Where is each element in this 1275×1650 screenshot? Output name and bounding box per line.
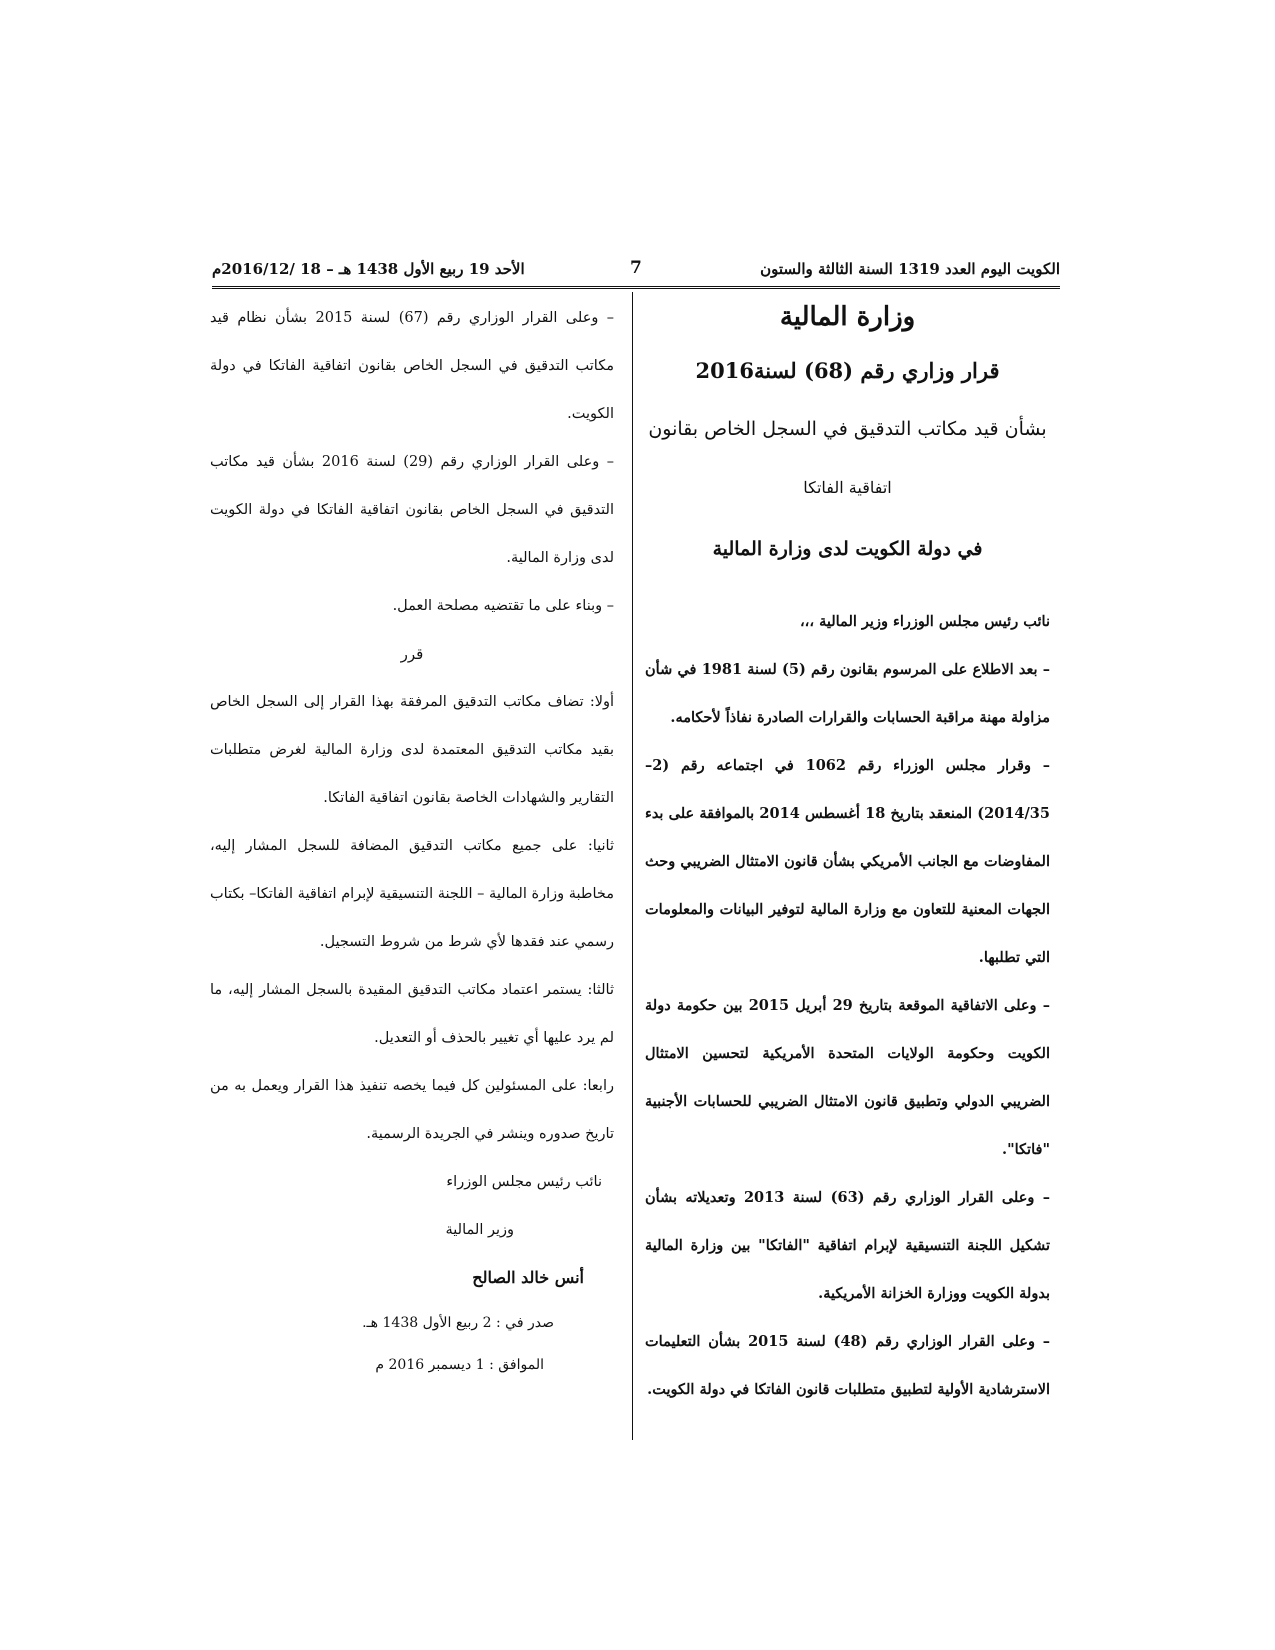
page-header: [212, 252, 1060, 286]
header-date: الأحد 19 ربيع الأول 1438 هـ – 18 /2016/12م: [212, 260, 525, 278]
addressee: نائب رئيس مجلس الوزراء وزير المالية ،،،: [799, 613, 1050, 630]
signatory-title: نائب رئيس مجلس الوزراء: [446, 1174, 602, 1190]
right-column: [645, 294, 1050, 1414]
article-paragraph: أولا: تضاف مكاتب التدقيق المرفقة بهذا القرار إلى السجل الخاص بقيد مكاتب التدقيق المعتمدة لدى وزارة المالية لغرض متطلبات التقارير والشهادات الخاصة بقانون اتفاقية الفاتكا.: [210, 694, 614, 806]
recital-paragraph: – وقرار مجلس الوزراء رقم 1062 في اجتماعه رقم (2–2014/35) المنعقد بتاريخ 18 أغسطس 2014 بالموافقة على بدء المفاوضات مع الجانب الأمريكي بشأن قانون الامتثال الضريبي وحث الجهات المعنية للتعاون مع وزارة المالية لتوفير البيانات والمعلومات التي تطلبها.: [645, 757, 1051, 966]
recital-paragraph: – وعلى القرار الوزاري رقم (48) لسنة 2015 بشأن التعليمات الاسترشادية الأولية لتطبيق متطلبات قانون الفاتكا في دولة الكويت.: [645, 1333, 1051, 1398]
decided-heading: قرر: [400, 645, 424, 663]
signatory-name: أنس خالد الصالح: [472, 1268, 584, 1287]
subject-line-2: اتفاقية الفاتكا: [803, 478, 892, 497]
header-issue: الكويت اليوم العدد 1319 السنة الثالثة والستون: [760, 260, 1060, 278]
page-number: 7: [630, 258, 642, 278]
article-paragraph: ثالثا: يستمر اعتماد مكاتب التدقيق المقيدة بالسجل المشار إليه، ما لم يرد عليها أي تغيير بالحذف أو التعديل.: [210, 982, 614, 1046]
column-divider: [632, 292, 633, 1440]
corresponding-date: الموافق : 1 ديسمبر 2016 م: [375, 1357, 544, 1373]
header-rule: [212, 286, 1060, 289]
recital-paragraph: – وعلى القرار الوزاري رقم (63) لسنة 2013 وتعديلاته بشأن تشكيل اللجنة التنسيقية لإبرام اتفاقية "الفاتكا" بين وزارة المالية بدولة الكويت ووزارة الخزانة الأمريكية.: [645, 1189, 1050, 1302]
article-paragraph: رابعا: على المسئولين كل فيما يخصه تنفيذ هذا القرار ويعمل به من تاريخ صدوره وينشر في الجريدة الرسمية.: [210, 1078, 614, 1142]
recital-paragraph: – وعلى القرار الوزاري رقم (29) لسنة 2016 بشأن قيد مكاتب التدقيق في السجل الخاص بقانون اتفاقية الفاتكا في دولة الكويت لدى وزارة المالية.: [210, 454, 614, 566]
recital-paragraph: – بعد الاطلاع على المرسوم بقانون رقم (5) لسنة 1981 في شأن مزاولة مهنة مراقبة الحسابات والقرارات الصادرة نفاذاً لأحكامه.: [645, 661, 1050, 726]
recital-paragraph: – وعلى القرار الوزاري رقم (67) لسنة 2015 بشأن نظام قيد مكاتب التدقيق في السجل الخاص بقانون اتفاقية الفاتكا في دولة الكويت.: [210, 310, 614, 422]
recital-paragraph: – وعلى الاتفاقية الموقعة بتاريخ 29 أبريل 2015 بين حكومة دولة الكويت وحكومة الولايات المتحدة الأمريكية لتحسين الامتثال الضريبي الدولي وتطبيق قانون الامتثال الضريبي للحسابات الأجنبية "فاتكا".: [645, 997, 1050, 1158]
signatory-office: وزير المالية: [445, 1222, 514, 1238]
subject-line-3: في دولة الكويت لدى وزارة المالية: [712, 538, 983, 560]
recital-paragraph: – وبناء على ما تقتضيه مصلحة العمل.: [392, 598, 614, 614]
subject-line-1: بشأن قيد مكاتب التدقيق في السجل الخاص بقانون: [648, 418, 1047, 440]
ministry-title: وزارة المالية: [779, 302, 916, 332]
left-column: [210, 294, 614, 1386]
decision-title: قرار وزاري رقم (68) لسنة2016: [695, 358, 1000, 383]
article-paragraph: ثانيا: على جميع مكاتب التدقيق المضافة للسجل المشار إليه، مخاطبة وزارة المالية – اللجنة التنسيقية لإبرام اتفاقية الفاتكا– بكتاب رسمي عند فقدها لأي شرط من شروط التسجيل.: [210, 838, 614, 950]
issued-date: صدر في : 2 ربيع الأول 1438 هـ.: [362, 1315, 554, 1331]
